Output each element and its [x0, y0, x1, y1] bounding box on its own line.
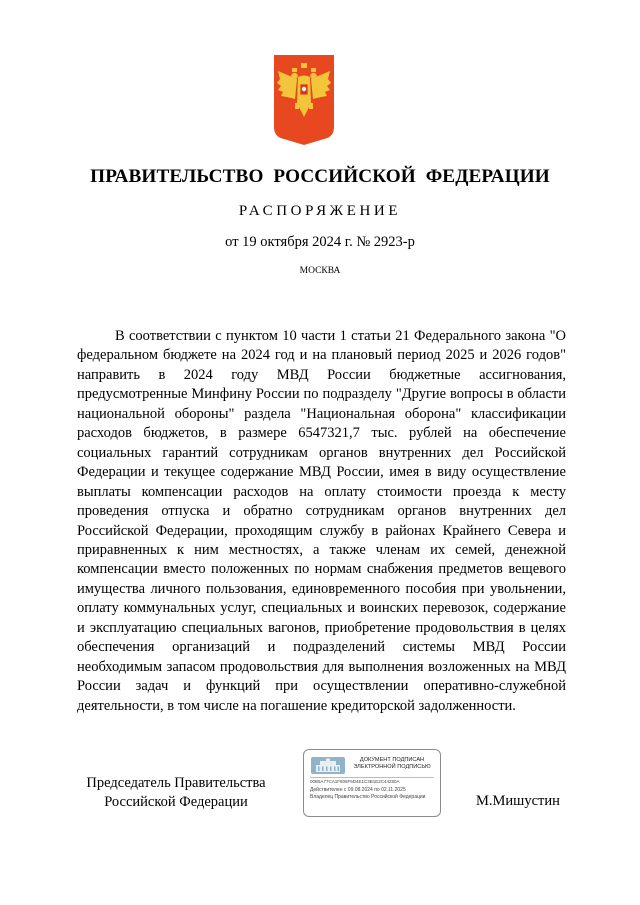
signatory-position [76, 774, 276, 812]
order-text: В соответствии с пунктом 10 части 1 статьи 21 Федерального закона "О федеральном бюджете на 2024 год и на плановый период 2025 и 2026 годов" направить в 2024 году МВД России бюджетные ассигнования, предусмотренные Минфину России по подразделу "Другие вопросы в области национальной обороны" раздела "Национальная оборона" классификации расходов бюджетов, в размере 6547321,7 тыс. рублей на обеспечение социальных гарантий сотрудникам органов внутренних дел Российской Федерации и текущее содержание МВД России, имея в виду осуществление выплаты компенсации расходов на оплату стоимости проезда к месту проведения отпуска и обратно сотрудникам органов внутренних дел Российской Федерации, проходящим службу в районах Крайнего Севера и приравненных к ним местностях, а также членам их семей, денежной компенсации вместо положенных по нормам снабжения предметов вещевого имущества личного пользования, единовременного пособия при увольнении, оплату коммунальных услуг, специальных и воинских перевозок, содержание и эксплуатацию специальных вагонов, приобретение продовольствия в целях обеспечения организаций и подразделений системы МВД России необходимым запасом продовольствия для выполнения возложенных на МВД России задач и функций при осуществлении оперативно-служебной деятельности, в том числе на погашение кредиторской задолженности. [77, 328, 566, 714]
document-date-number: от 19 октября 2024 г. № 2923-р [225, 234, 415, 250]
electronic-signature-stamp [303, 749, 441, 817]
signatory-position-line2: Российской Федерации [104, 794, 248, 810]
document-city: МОСКВА [299, 266, 341, 276]
stamp-owner: Владелец Правительство Российской Федерации [310, 794, 426, 800]
stamp-title-line1: ДОКУМЕНТ ПОДПИСАН [359, 757, 425, 763]
signatory-name: М.Мишустин [476, 793, 560, 809]
stamp-certificate: 00B5A77CA1F606F6D4E1C3B1E2C44280A [310, 779, 400, 784]
signatory-position-line1: Председатель Правительства [86, 775, 266, 791]
stamp-validity: Действителен с 09.08.2024 по 02.11.2025 [310, 787, 406, 793]
government-title: ПРАВИТЕЛЬСТВО РОССИЙСКОЙ ФЕДЕРАЦИИ [90, 166, 550, 187]
stamp-divider [310, 777, 434, 778]
stamp-title [348, 757, 436, 771]
coat-of-arms-icon [274, 55, 334, 145]
document-type: РАСПОРЯЖЕНИЕ [238, 203, 402, 219]
government-building-icon [310, 756, 346, 775]
stamp-title-line2: ЭЛЕКТРОННОЙ ПОДПИСЬЮ [353, 764, 431, 770]
